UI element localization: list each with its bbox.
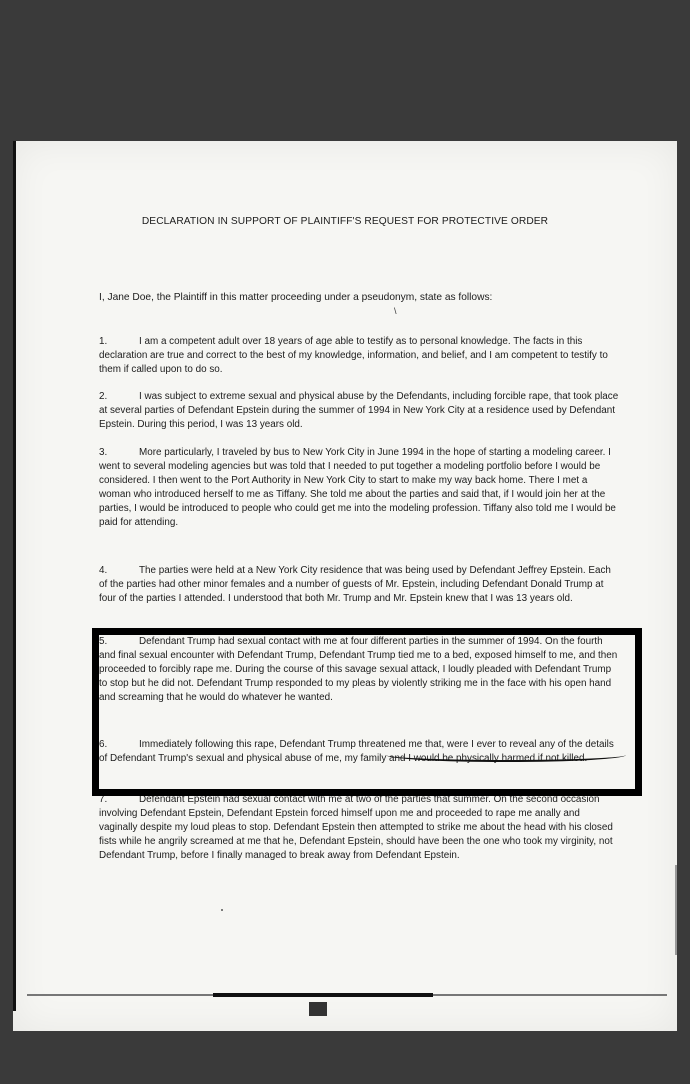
edge-mark [675,865,677,955]
paragraph-number: 7. [99,794,108,805]
paragraph-text: The parties were held at a New York City residence that was being used by Defendant Jeffrey Epstein. Each of the parties had other minor females and a number of guests of Mr. Epstein, including Defendant Donald Trump at four of the parties I attended. I understood that both Mr. Trump and Mr. Epstein knew that I was 13 years old. [99,565,611,604]
paragraph-number: 3. [99,447,108,458]
page-left-edge [13,141,16,1011]
paragraph-text: I am a competent adult over 18 years of age able to testify as to personal knowledge. The facts in this declaration are true and correct to the best of my knowledge, information, and belief, and I am competent to testify to them if called upon to do so. [99,336,608,375]
document-page [13,141,677,1031]
highlight-box [92,628,642,796]
paragraph-number: 2. [99,391,108,402]
paragraph-text: I was subject to extreme sexual and physical abuse by the Defendants, including forcible rape, that took place at several parties of Defendant Epstein during the summer of 1994 in New York City at a residence used by Defendant Epstein. During this period, I was 13 years old. [99,391,619,430]
paragraph-4 [99,564,619,606]
stamp-mark [309,1002,327,1016]
paragraph-number: 6. [99,739,108,750]
paragraph-text: Immediately following this rape, Defendant Trump threatened me that, were I ever to reveal any of the details of Defendant Trump's sexual and physical abuse of me, my family and I would be physically harmed if not killed. [99,739,614,764]
paragraph-7 [99,793,619,863]
fold-shadow [213,993,433,997]
paragraph-2 [99,390,619,432]
paragraph-number: 4. [99,565,108,576]
speck [221,909,223,911]
paragraph-number: 1. [99,336,108,347]
paragraph-text: Defendant Epstein had sexual contact with me at two of the parties that summer. On the second occasion involving Defendant Epstein, Defendant Epstein forced himself upon me and proceeded to rape me anally and vaginally despite my loud pleas to stop. Defendant Epstein then attempted to strike me about the head with his closed fists while he angrily screamed at me that he, Defendant Epstein, should have been the one who took my virginity, not Defendant Trump, before I finally managed to break away from Defendant Epstein. [99,794,613,861]
paragraph-text: More particularly, I traveled by bus to New York City in June 1994 in the hope of starting a modeling career. I went to several modeling agencies but was told that I needed to put together a modeling portfolio before I would be considered. I then went to the Port Authority in New York City to start to make my way back home. There I met a woman who introduced herself to me as Tiffany. She told me about the parties and said that, if I would join her at the parties, I would be introduced to people who could get me into the modeling profession. Tiffany also told me I would be paid for attending. [99,447,616,528]
document-title: DECLARATION IN SUPPORT OF PLAINTIFF'S REQUEST FOR PROTECTIVE ORDER [141,216,549,227]
paragraph-1 [99,335,619,377]
paragraph-text: Defendant Trump had sexual contact with me at four different parties in the summer of 1994. On the fourth and final sexual encounter with Defendant Trump, Defendant Trump tied me to a bed, exposed himself to me, and then proceeded to forcibly rape me. During the course of this savage sexual attack, I loudly pleaded with Defendant Trump to stop but he did not. Defendant Trump responded to my pleas by violently striking me in the face with his open hand and screaming that he would do whatever he wanted. [99,636,618,703]
paragraph-number: 5. [99,636,108,647]
paragraph-3 [99,446,619,530]
intro-statement: I, Jane Doe, the Plaintiff in this matter proceeding under a pseudonym, state as follows: [99,292,493,303]
stray-mark: \ [394,306,397,316]
